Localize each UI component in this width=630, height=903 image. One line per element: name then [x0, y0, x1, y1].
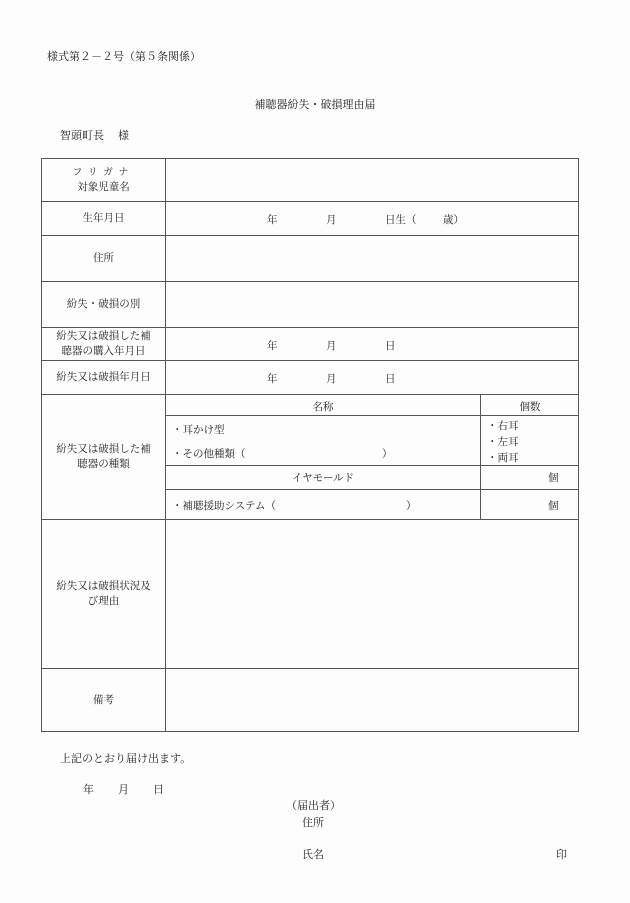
- addressee-name: 智頭町長: [60, 129, 104, 142]
- seal-mark: 印: [556, 848, 567, 861]
- submit-month-unit: 月: [118, 783, 129, 796]
- earmold-label: イヤモールド: [291, 472, 355, 484]
- label-remarks: 備考: [93, 694, 114, 706]
- label-child-name: [41, 159, 166, 201]
- label-line: 紛失又は破損した補: [56, 443, 151, 455]
- label-name: 対象児童名: [77, 181, 130, 193]
- loss-day-unit: 日: [385, 373, 396, 385]
- label-birthdate: 生年月日: [82, 212, 125, 224]
- submitter-label: （届出者）: [286, 799, 341, 812]
- age-unit: 歳）: [443, 214, 464, 226]
- option-left-ear[interactable]: ・左耳: [487, 436, 519, 448]
- column-header-count: 個数: [519, 401, 541, 413]
- label-line: 紛失又は破損状況及: [56, 580, 151, 592]
- statement: 上記のとおり届け出ます。: [60, 752, 192, 765]
- earmold-count-unit: 個: [548, 472, 559, 484]
- option-ear-hook[interactable]: ・耳かけ型: [172, 424, 225, 436]
- label-loss-damage-type: 紛失・破損の別: [66, 298, 141, 310]
- label-loss-date: 紛失又は破損年月日: [56, 371, 151, 383]
- label-address: 住所: [93, 252, 114, 264]
- loss-damage-type-field[interactable]: [166, 282, 578, 327]
- submit-day-unit: 日: [153, 783, 164, 796]
- assist-system-close: ）: [406, 500, 417, 512]
- label-line: 聴器の購入年月日: [61, 345, 146, 357]
- addressee: [60, 127, 129, 143]
- reason-field[interactable]: [166, 520, 578, 668]
- addressee-honorific: 様: [118, 129, 129, 142]
- submit-year-unit: 年: [83, 783, 94, 796]
- table-divider: [165, 415, 579, 416]
- purchase-date-field[interactable]: [166, 328, 578, 360]
- submitter-name-label: 氏名: [302, 848, 324, 861]
- birthdate-field[interactable]: [166, 202, 578, 235]
- birth-year-unit: 年: [267, 214, 278, 226]
- child-name-field[interactable]: [166, 159, 578, 201]
- label-reason: [41, 520, 166, 668]
- option-other-type[interactable]: ・その他種類（: [172, 448, 246, 460]
- loss-month-unit: 月: [326, 373, 337, 385]
- label-hearing-aid-type: [41, 395, 166, 519]
- option-right-ear[interactable]: ・右耳: [487, 420, 519, 432]
- option-both-ears[interactable]: ・両耳: [487, 452, 519, 464]
- column-header-name: 名称: [312, 401, 334, 413]
- label-line: 紛失又は破損した補: [56, 330, 151, 342]
- table-divider: [165, 465, 579, 466]
- purchase-day-unit: 日: [385, 340, 396, 352]
- label-line: 聴器の種類: [77, 458, 130, 470]
- other-type-close: ）: [382, 448, 393, 460]
- table-divider: [165, 489, 579, 490]
- remarks-field[interactable]: [166, 669, 578, 732]
- purchase-month-unit: 月: [326, 340, 337, 352]
- purchase-year-unit: 年: [267, 340, 278, 352]
- option-assist-system[interactable]: ・補聴援助システム（: [172, 500, 276, 512]
- form-number: 様式第２－２号（第５条関係）: [47, 50, 201, 63]
- label-furigana: フリガナ: [72, 167, 135, 178]
- submitter-address-label: 住所: [302, 816, 324, 829]
- label-line: び理由: [87, 595, 120, 607]
- label-purchase-date: [41, 328, 166, 360]
- birth-day-unit: 日生（: [385, 214, 417, 226]
- loss-year-unit: 年: [267, 373, 278, 385]
- address-field[interactable]: [166, 236, 578, 281]
- assist-count-unit: 個: [548, 500, 559, 512]
- document-title: 補聴器紛失・破損理由届: [254, 98, 376, 111]
- loss-date-field[interactable]: [166, 361, 578, 394]
- birth-month-unit: 月: [326, 214, 337, 226]
